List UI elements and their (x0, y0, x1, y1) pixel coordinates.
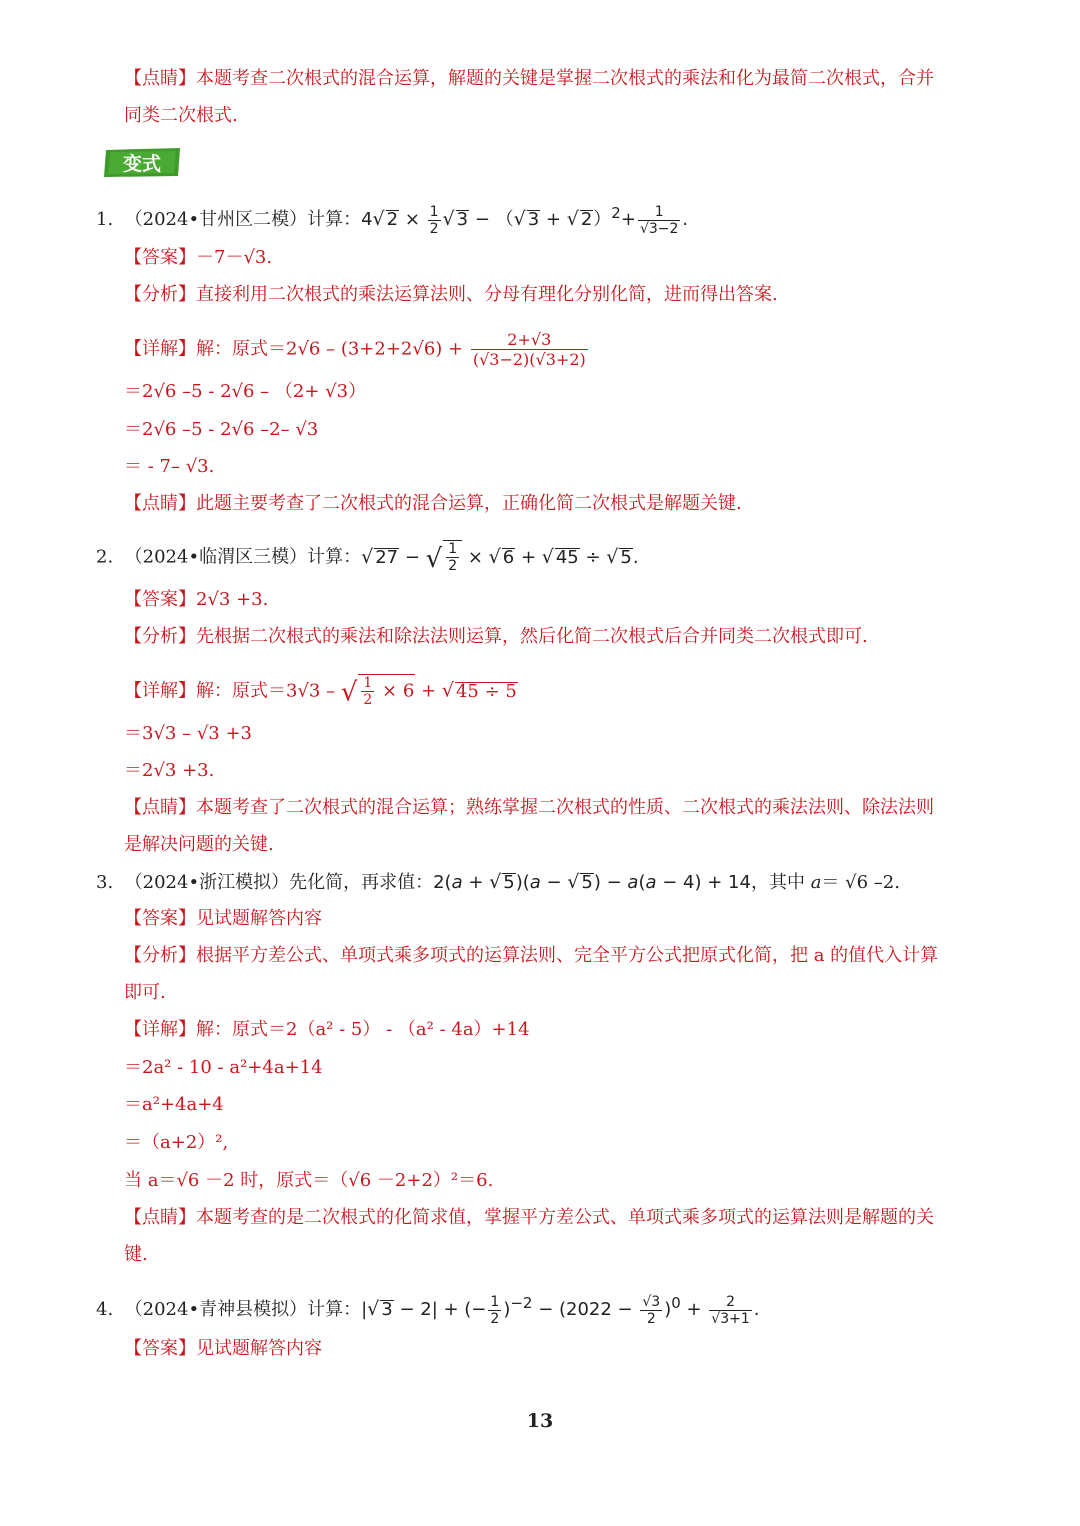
problem-source: （2024•浙江模拟）先化简，再求值： (124, 872, 434, 893)
problem-number: 2. (96, 546, 114, 568)
p1-step2: ＝2√6 –5 - 2√6 –2– √3 (124, 419, 319, 440)
p2-step2: ＝2√3 +3. (124, 760, 215, 781)
p1-dianjing: 【点睛】此题主要考查了二次根式的混合运算，正确化简二次根式是解题关键. (124, 493, 742, 514)
p2-detail: 【详解】解：原式＝3√3 – √ $\frac{1}{2}$ × 6 + √ 45 ÷ 5 (124, 675, 517, 708)
problem-source: （2024•青神县模拟）计算： (124, 1299, 362, 1320)
problem-2 (96, 540, 639, 574)
intro-dianjing-line1: 【点睛】本题考查二次根式的混合运算，解题的关键是掌握二次根式的乘法和化为最简二次根式，合并 (124, 68, 934, 89)
intro-dianjing-line2: 同类二次根式. (124, 105, 238, 126)
p3-analysis-line1: 【分析】根据平方差公式、单项式乘多项式的运算法则、完全平方公式把原式化简，把 a 的值代入计算 (124, 945, 939, 966)
page-number: 13 (526, 1410, 554, 1432)
p2-dianjing-line1: 【点睛】本题考查了二次根式的混合运算；熟练掌握二次根式的性质、二次根式的乘法法则、除法法则 (124, 797, 934, 818)
p3-step2: ＝a²+4a+4 (124, 1094, 224, 1115)
p1-analysis: 【分析】直接利用二次根式的乘法运算法则、分母有理化分别化简，进而得出答案. (124, 284, 778, 305)
p2-dianjing-line2: 是解决问题的关键. (124, 834, 274, 855)
p2-step1: ＝3√3 – √3 +3 (124, 723, 252, 744)
problem-number: 3. (96, 872, 114, 893)
p3-final: 当 a＝√6 －2 时，原式＝（√6 －2+2）²＝6. (124, 1170, 494, 1191)
banner-label: 变式 (122, 153, 162, 175)
dianjing-tag: 【点睛】 (124, 68, 196, 89)
p1-detail: 【详解】解：原式＝2√6 – (3+2+2√6) + $\frac{2+√3}{(√3-2)(√3+2)}$ (124, 330, 586, 369)
problem-number: 1. (96, 209, 114, 230)
p3-dianjing-line1: 【点睛】本题考查的是二次根式的化简求值，掌握平方差公式、单项式乘多项式的运算法则是解题的关 (124, 1207, 934, 1228)
p3-step1: ＝2a² - 10 - a²+4a+14 (124, 1057, 323, 1078)
p3-answer: 【答案】见试题解答内容 (124, 908, 322, 929)
problem-1-expression: 4√ 2 × $\frac{1}{2}$ √ 3 − （√ 3 + √ 2）$^2$+ $\frac{1}{√3-2}$ . (361, 203, 689, 237)
problem-4-expression: |√ 3 − 2| + (− $\frac{1}{2}$ )$^{-2}$ − (2022 − $\frac{√3}{2}$ )$^0$ + $\frac{2}{√3+1}$ . (361, 1293, 760, 1327)
problem-source: （2024•甘州区二模）计算： (124, 209, 362, 230)
p3-analysis-line2: 即可. (124, 982, 166, 1003)
problem-number: 4. (96, 1299, 114, 1320)
p2-analysis: 【分析】先根据二次根式的乘法和除法法则运算，然后化简二次根式后合并同类二次根式即可. (124, 626, 868, 647)
problem-4 (96, 1290, 760, 1327)
p3-dianjing-line2: 键. (124, 1244, 148, 1265)
p3-detail: 【详解】解：原式＝2（a² - 5） - （a² - 4a）+14 (124, 1019, 530, 1040)
variant-banner (102, 147, 182, 178)
p1-step1: ＝2√6 –5 - 2√6 – （2+ √3） (124, 381, 367, 402)
p1-step3: ＝ - 7– √3. (124, 456, 215, 477)
problem-1 (96, 200, 688, 237)
p1-answer: 【答案】－7－√3. (124, 247, 273, 268)
p3-step3: ＝（a+2）², (124, 1132, 229, 1153)
p4-answer: 【答案】见试题解答内容 (124, 1338, 322, 1359)
problem-source: （2024•临渭区三模）计算： (124, 546, 362, 568)
problem-3-expression: 2(a + √ 5)(a − √ 5) − a(a − 4) + 14 (433, 871, 751, 893)
problem-3: 3. （2024•浙江模拟）先化简，再求值：2(a + √ 5)(a − √ 5) − a(a − 4) + 14，其中 a＝ √6 –2. (96, 871, 900, 893)
problem-2-expression: √ 27 − √ $\frac{1}{2}$ × √ 6 + √ 45 ÷ √ 5. (361, 541, 639, 574)
p2-answer: 【答案】2√3 +3. (124, 589, 269, 610)
